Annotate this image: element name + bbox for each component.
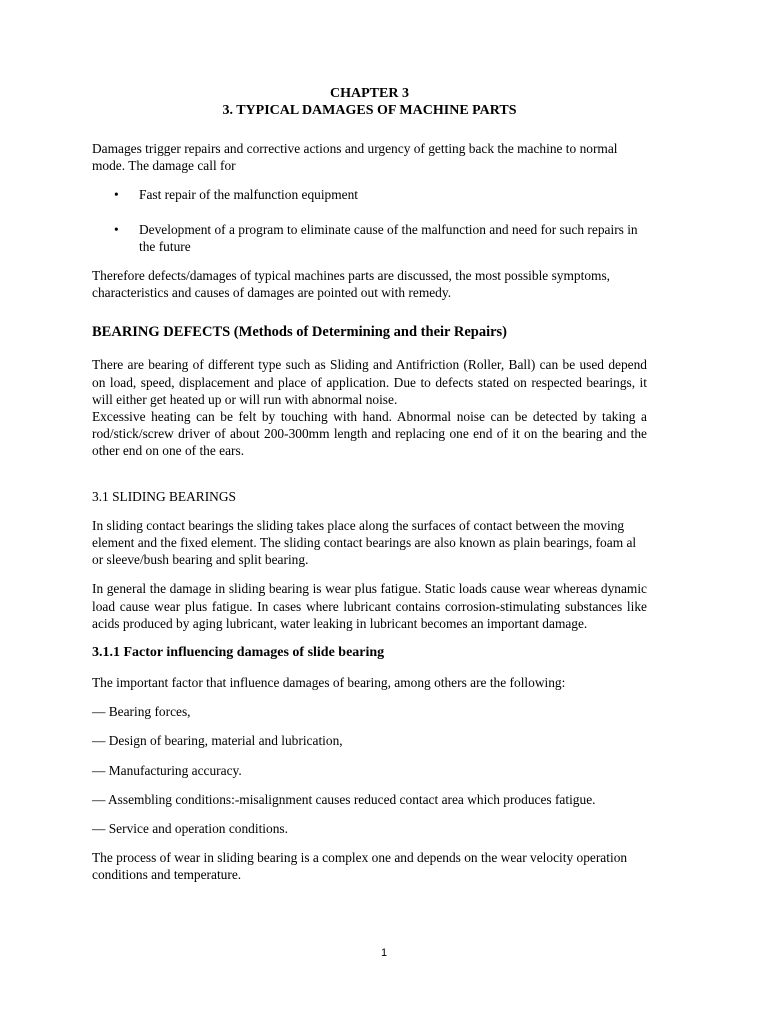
bullet-text: Fast repair of the malfunction equipment (139, 187, 359, 203)
page-content (92, 85, 647, 896)
chapter-number: CHAPTER 3 (330, 86, 409, 101)
sliding-damage-paragraph: In general the damage in sliding bearing is wear plus fatigue. Static loads cause wear whereas dynamic load cause wear plus fatigue. In cases where lubricant contains corrosion-stimulating substances like acids produced by aging lubricant, water leaking in lubricant becomes an important damage. (92, 581, 647, 631)
bearing-detection-text: Excessive heating can be felt by touching with hand. Abnormal noise can be detected by taking a rod/stick/screw driver of about 200-300mm length and replacing one end of it on the bearing and the other end on one of the ears. (92, 409, 647, 459)
page-number: 1 (380, 947, 388, 959)
bearing-types-text: There are bearing of different type such as Sliding and Antifriction (Roller, Ball) can be used depend on load, speed, displacement and place of application. Due to defects stated on respected bearings, it will either get heated up or will run with abnormal noise. (92, 357, 647, 407)
factors-intro: The important factor that influence damages of bearing, among others are the following: (92, 675, 566, 691)
sliding-bearings-paragraph: In sliding contact bearings the sliding takes place along the surfaces of contact between the moving element and the fixed element. The sliding contact bearings are also known as plain bearings, foam al or sleeve/bush bearing and split bearing. (92, 517, 637, 568)
bullet-icon: • (114, 187, 119, 203)
bullet-item (92, 221, 647, 255)
factor-item: — Bearing forces, (92, 704, 191, 720)
chapter-title: 3. TYPICAL DAMAGES OF MACHINE PARTS (222, 103, 517, 118)
bullet-icon: • (114, 221, 119, 237)
factor-item: — Manufacturing accuracy. (92, 762, 242, 778)
intro-conclusion: Therefore defects/damages of typical machines parts are discussed, the most possible symptoms, characteristics and causes of damages are pointed out with remedy. (92, 268, 610, 301)
sliding-bearings-heading: 3.1 SLIDING BEARINGS (92, 488, 236, 504)
factors-heading: 3.1.1 Factor influencing damages of slide bearing (92, 645, 385, 661)
wear-process-paragraph: The process of wear in sliding bearing is a complex one and depends on the wear velocity operation conditions and temperature. (92, 850, 628, 883)
intro-paragraph: Damages trigger repairs and corrective actions and urgency of getting back the machine to normal mode. The damage call for (92, 141, 618, 174)
bullet-text: Development of a program to eliminate cause of the malfunction and need for such repairs in the future (139, 221, 638, 254)
chapter-heading (92, 85, 647, 119)
factor-item: — Design of bearing, material and lubrication, (92, 733, 343, 749)
factor-item: — Assembling conditions:-misalignment causes reduced contact area which produces fatigue. (92, 791, 596, 807)
factor-item: — Service and operation conditions. (92, 821, 288, 837)
bearing-defects-heading: BEARING DEFECTS (Methods of Determining and their Repairs) (92, 324, 507, 341)
intro-bullet-list (92, 186, 647, 255)
bullet-item (92, 186, 647, 203)
bearing-defects-paragraph (92, 356, 647, 459)
